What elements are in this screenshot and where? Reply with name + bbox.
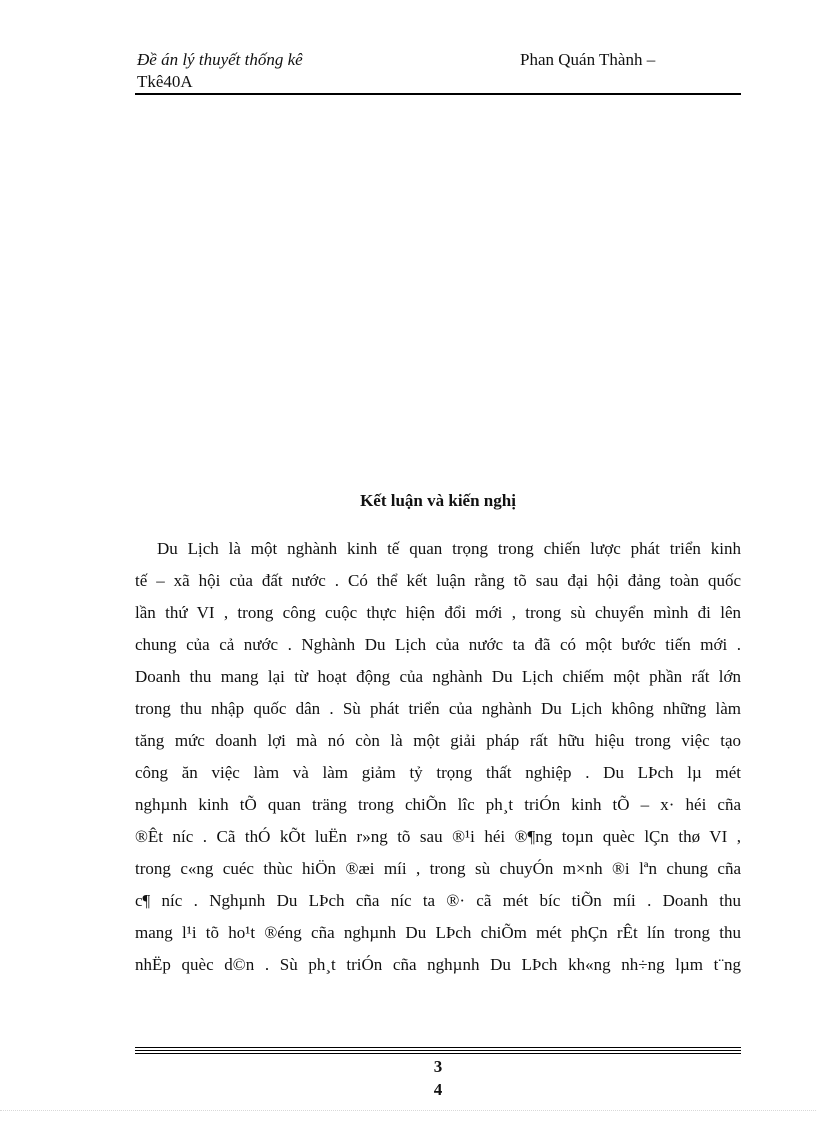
- body-line: Du Lịch là một nghành kinh tế quan trọng trong chiến lược phát triển kinh: [157, 539, 741, 558]
- page-number: 3: [433, 1057, 443, 1076]
- body-line: chung của cả nước . Nghành Du Lịch của nước ta đã có một bước tiến mới .: [135, 635, 741, 654]
- body-line: nghµnh kinh tÕ quan träng trong chiÕn lîc ph¸t triÓn kinh tÕ – x· héi cña: [135, 795, 741, 814]
- page-edge: [0, 1110, 816, 1111]
- page-number: 4: [433, 1080, 443, 1099]
- body-line: trong thu nhập quốc dân . Sù phát triển của nghành Du Lịch không những làm: [135, 699, 741, 718]
- footer-divider: [135, 1053, 741, 1054]
- header-class-code: Tkê40A: [137, 72, 193, 91]
- body-line: trong c«ng cuéc thùc hiÖn ®æi míi , trong sù chuyÓn m×nh ®i lªn chung cña: [135, 859, 741, 878]
- section-title: Kết luận và kiến nghị: [360, 491, 516, 510]
- body-line: mang l¹i tõ ho¹t ®éng cña nghµnh Du LÞch chiÕm mét phÇn rÊt lín trong thu: [135, 923, 741, 942]
- body-line: công ăn việc làm và làm giảm tỷ trọng thất nghiệp . Du LÞch lµ mét: [135, 763, 741, 782]
- footer-divider: [135, 1047, 741, 1048]
- header-author: Phan Quán Thành –: [520, 50, 656, 69]
- body-line: tăng mức doanh lợi mà nó còn là một giải pháp rất hữu hiệu trong việc tạo: [135, 731, 741, 750]
- header-divider: [135, 93, 741, 95]
- body-line: tế – xã hội của đất nước . Có thể kết luận rằng tõ sau đại hội đảng toàn quốc: [135, 571, 741, 590]
- body-line: ®Êt níc . Cã thÓ kÕt luËn r»ng tõ sau ®¹i héi ®¶ng toµn quèc lÇn thø VI ,: [135, 827, 741, 846]
- header-document-title: Đề án lý thuyết thống kê: [137, 50, 303, 69]
- body-line: Doanh thu mang lại từ hoạt động của nghành Du Lịch chiếm một phần rất lớn: [135, 667, 741, 686]
- footer-divider: [135, 1050, 741, 1051]
- body-line: nhËp quèc d©n . Sù ph¸t triÓn cña nghµnh Du LÞch kh«ng nh÷ng lµm t¨ng: [135, 955, 741, 974]
- body-line: lần thứ VI , trong công cuộc thực hiện đổi mới , trong sù chuyển mình đi lên: [135, 603, 741, 622]
- body-line: c¶ níc . Nghµnh Du LÞch cña níc ta ®· cã mét bíc tiÕn míi . Doanh thu: [135, 891, 741, 910]
